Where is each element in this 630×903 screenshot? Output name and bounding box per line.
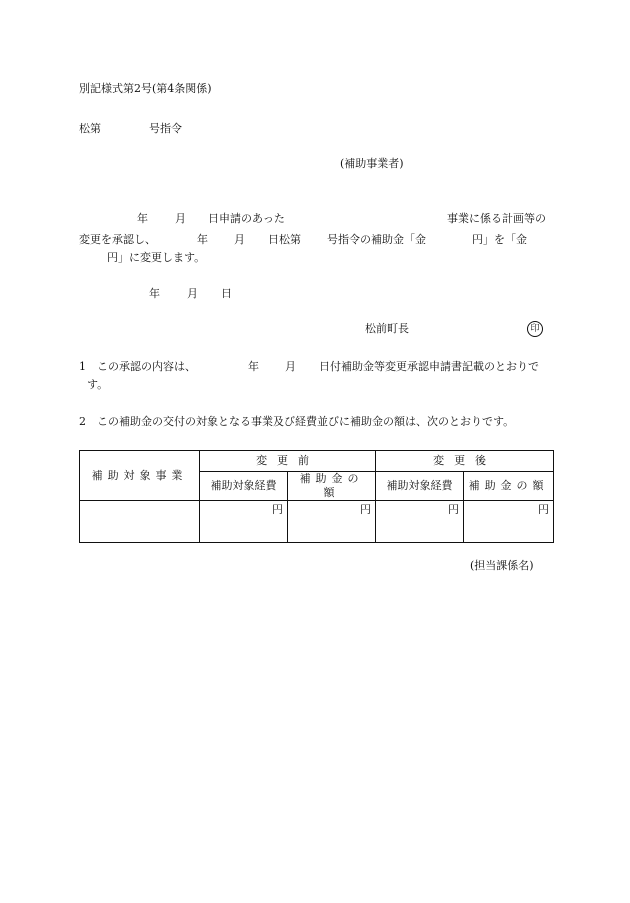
subheader-before-amount-label: 補助金の額 <box>299 472 364 499</box>
document-number-prefix: 松第 <box>79 122 101 135</box>
body-p2-start: 変更を承認し、 <box>79 233 156 246</box>
subheader-before-cost: 補助対象経費 <box>200 472 288 501</box>
date-year: 年 <box>149 287 160 300</box>
subsidy-table <box>79 450 554 543</box>
document-number-suffix: 号指令 <box>149 122 182 135</box>
body-p1-day-text: 日申請のあった <box>208 212 285 225</box>
note-1-year: 年 <box>248 360 259 373</box>
body-p2-day-text: 日松第 <box>268 233 301 246</box>
header-after <box>376 451 554 472</box>
subheader-after-amount-label: 補助金の額 <box>468 479 549 492</box>
date-month: 月 <box>187 287 198 300</box>
body-p1-project-text: 事業に係る計画等の <box>447 212 546 225</box>
note-2: 2 この補助金の交付の対象となる事業及び経費並びに補助金の額は、次のとおりです。 <box>79 415 515 428</box>
subheader-after-cost: 補助対象経費 <box>376 472 464 501</box>
subheader-before-amount <box>288 472 376 501</box>
subheader-after-amount <box>464 472 554 501</box>
header-project <box>80 451 200 501</box>
cell-project[interactable] <box>80 501 200 543</box>
note-1-rest: 日付補助金等変更承認申請書記載のとおりで <box>319 360 539 373</box>
header-before-label: 変更前 <box>256 454 319 467</box>
cell-after-amount[interactable]: 円 <box>464 501 554 543</box>
note-1-cont: す。 <box>87 378 109 391</box>
cell-before-amount[interactable]: 円 <box>288 501 376 543</box>
header-project-label: 補助対象事業 <box>91 468 188 482</box>
body-p2-month: 月 <box>234 233 245 246</box>
date-day: 日 <box>221 287 232 300</box>
note-1-start: 1 この承認の内容は、 <box>79 360 196 373</box>
seal-mark: 印 <box>527 321 543 337</box>
header-after-label: 変更後 <box>433 454 496 467</box>
recipient-label: (補助事業者) <box>340 157 404 170</box>
signatory-title: 松前町長 <box>365 322 409 335</box>
cell-before-cost[interactable]: 円 <box>200 501 288 543</box>
body-p2-order-text: 号指令の補助金「金 <box>327 233 426 246</box>
body-p3-text: 円」に変更します。 <box>107 251 206 264</box>
body-p2-yen-text: 円」を「金 <box>472 233 527 246</box>
header-before <box>200 451 376 472</box>
footer-department: (担当課係名) <box>470 559 534 572</box>
cell-after-cost[interactable]: 円 <box>376 501 464 543</box>
body-p1-year: 年 <box>137 212 148 225</box>
note-1-month: 月 <box>285 360 296 373</box>
form-header: 別記様式第2号(第4条関係) <box>79 82 212 95</box>
body-p2-year: 年 <box>197 233 208 246</box>
body-p1-month: 月 <box>175 212 186 225</box>
